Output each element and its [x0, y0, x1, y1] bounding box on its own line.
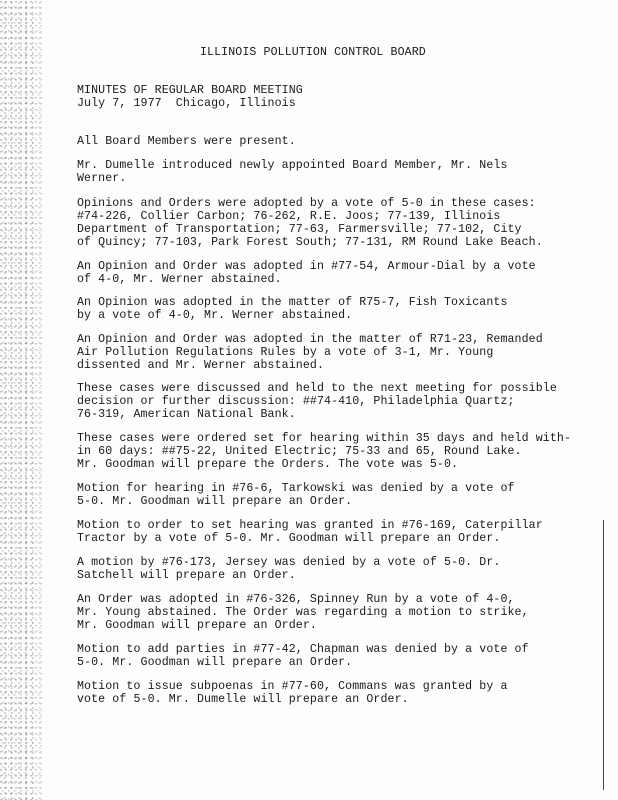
margin-rule-line — [603, 520, 604, 790]
paragraph-line: 5-0. Mr. Goodman will prepare an Order. — [77, 656, 353, 669]
paragraph-line: Werner. — [77, 172, 127, 185]
minutes-title: MINUTES OF REGULAR BOARD MEETING — [77, 84, 303, 97]
paragraph-line: Satchell will prepare an Order. — [77, 569, 296, 582]
paragraph-line: Motion to order to set hearing was granted in #76-169, Caterpillar — [77, 519, 543, 532]
paragraph-line: Mr. Young abstained. The Order was regarding a motion to strike, — [77, 606, 529, 619]
paragraph-line: dissented and Mr. Werner abstained. — [77, 359, 325, 372]
paragraph-line: #74-226, Collier Carbon; 76-262, R.E. Joos; 77-139, Illinois — [77, 210, 501, 223]
paragraph-line: A motion by #76-173, Jersey was denied by a vote of 5-0. Dr. — [77, 556, 501, 569]
paragraph-line: Department of Transportation; 77-63, Farmersville; 77-102, City — [77, 223, 522, 236]
paragraph-line: Mr. Goodman will prepare the Orders. The vote was 5-0. — [77, 458, 459, 471]
board-heading: ILLINOIS POLLUTION CONTROL BOARD — [200, 46, 426, 59]
paragraph-line: Motion for hearing in #76-6, Tarkowski was denied by a vote of — [77, 482, 515, 495]
paragraph-line: 5-0. Mr. Goodman will prepare an Order. — [77, 495, 353, 508]
paragraph-line: 76-319, American National Bank. — [77, 408, 296, 421]
paragraph-line: An Opinion and Order was adopted in #77-54, Armour-Dial by a vote — [77, 260, 536, 273]
paragraph-line: All Board Members were present. — [77, 135, 296, 148]
paragraph-line: of 4-0, Mr. Werner abstained. — [77, 273, 282, 286]
paragraph-line: An Order was adopted in #76-326, Spinney Run by a vote of 4-0, — [77, 593, 515, 606]
paragraph-line: These cases were ordered set for hearing within 35 days and held with- — [77, 432, 572, 445]
paragraph-line: Opinions and Orders were adopted by a vote of 5-0 in these cases: — [77, 197, 536, 210]
paragraph-line: Tractor by a vote of 5-0. Mr. Goodman will prepare an Order. — [77, 532, 501, 545]
paragraph-line: Motion to add parties in #77-42, Chapman was denied by a vote of — [77, 643, 529, 656]
paragraph-line: These cases were discussed and held to the next meeting for possible — [77, 382, 557, 395]
paragraph-line: Mr. Goodman will prepare an Order. — [77, 619, 317, 632]
paragraph-line: Mr. Dumelle introduced newly appointed Board Member, Mr. Nels — [77, 159, 508, 172]
paragraph-line: of Quincy; 77-103, Park Forest South; 77-131, RM Round Lake Beach. — [77, 236, 543, 249]
paragraph-line: vote of 5-0. Mr. Dumelle will prepare an Order. — [77, 693, 409, 706]
paragraph-line: An Opinion and Order was adopted in the matter of R71-23, Remanded — [77, 333, 543, 346]
paragraph-line: Motion to issue subpoenas in #77-60, Commans was granted by a — [77, 680, 508, 693]
paragraph-line: by a vote of 4-0, Mr. Werner abstained. — [77, 309, 353, 322]
paragraph-line: Air Pollution Regulations Rules by a vote of 3-1, Mr. Young — [77, 346, 494, 359]
meeting-date: July 7, 1977 Chicago, Illinois — [77, 97, 296, 110]
paragraph-line: decision or further discussion: ##74-410, Philadelphia Quartz; — [77, 395, 515, 408]
paragraph-line: in 60 days: ##75-22, United Electric; 75-33 and 65, Round Lake. — [77, 445, 522, 458]
paragraph-line: An Opinion was adopted in the matter of R75-7, Fish Toxicants — [77, 296, 508, 309]
scan-speckle-fade — [30, 0, 54, 800]
